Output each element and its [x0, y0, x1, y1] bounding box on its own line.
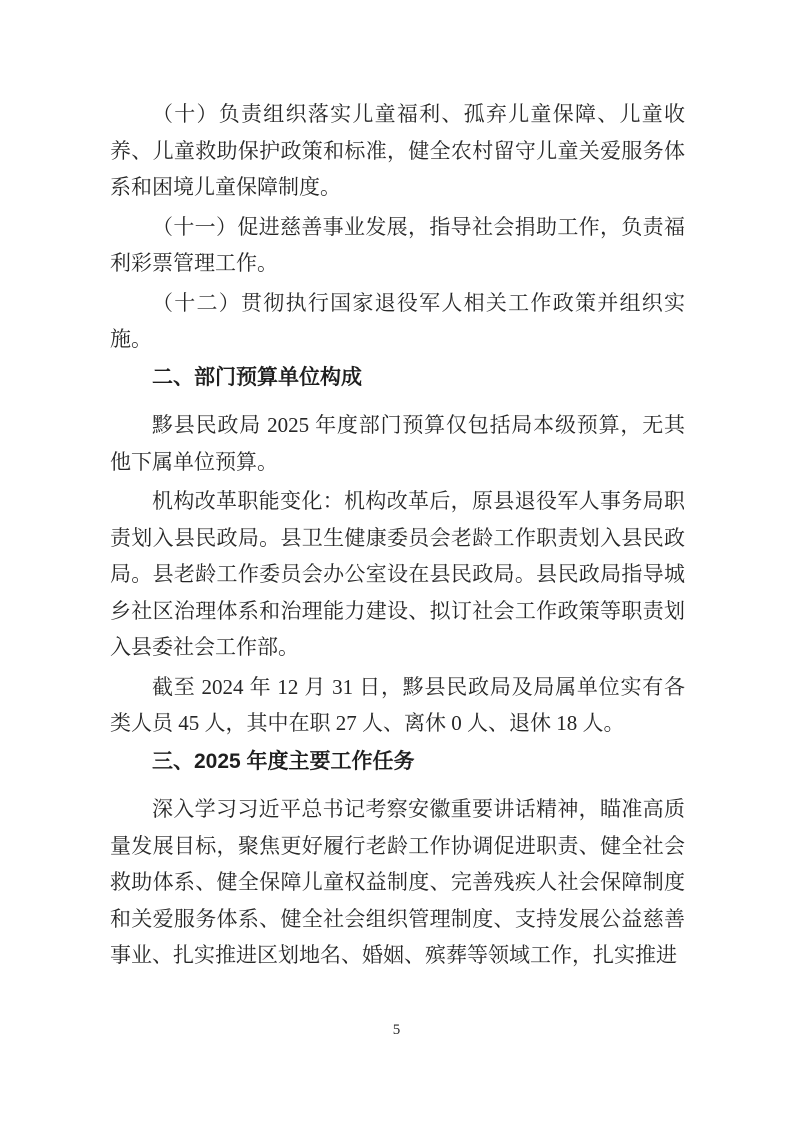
document-paragraph: 深入学习习近平总书记考察安徽重要讲话精神，瞄准高质量发展目标，聚焦更好履行老龄工作协调促进职责、健全社会救助体系、健全保障儿童权益制度、完善残疾人社会保障制度和关爱服务体系、健全社会组织管理制度、支持发展公益慈善事业、扎实推进区划地名、婚姻、殡葬等领域工作，扎实推进 [110, 797, 685, 967]
page-number: 5 [392, 1022, 401, 1038]
document-paragraph: 机构改革职能变化：机构改革后，原县退役军人事务局职责划入县民政局。县卫生健康委员会老龄工作职责划入县民政局。县老龄工作委员会办公室设在县民政局。县民政局指导城乡社区治理体系和治理能力建设、拟订社会工作政策等职责划入县委社会工作部。 [110, 489, 685, 659]
page-footer [0, 1022, 793, 1039]
document-paragraph: （十）负责组织落实儿童福利、孤弃儿童保障、儿童收养、儿童救助保护政策和标准，健全农村留守儿童关爱服务体系和困境儿童保障制度。 [110, 102, 685, 199]
document-body [110, 96, 685, 977]
document-paragraph: 黟县民政局 2025 年度部门预算仅包括局本级预算，无其他下属单位预算。 [110, 413, 685, 474]
section-heading: 三、2025 年度主要工作任务 [152, 749, 415, 773]
document-paragraph: （十二）贯彻执行国家退役军人相关工作政策并组织实施。 [110, 290, 685, 351]
section-heading: 二、部门预算单位构成 [152, 365, 362, 389]
document-paragraph: （十一）促进慈善事业发展，指导社会捐助工作，负责福利彩票管理工作。 [110, 214, 685, 275]
document-paragraph: 截至 2024 年 12 月 31 日，黟县民政局及局属单位实有各类人员 45 人，其中在职 27 人、离休 0 人、退休 18 人。 [110, 674, 685, 735]
